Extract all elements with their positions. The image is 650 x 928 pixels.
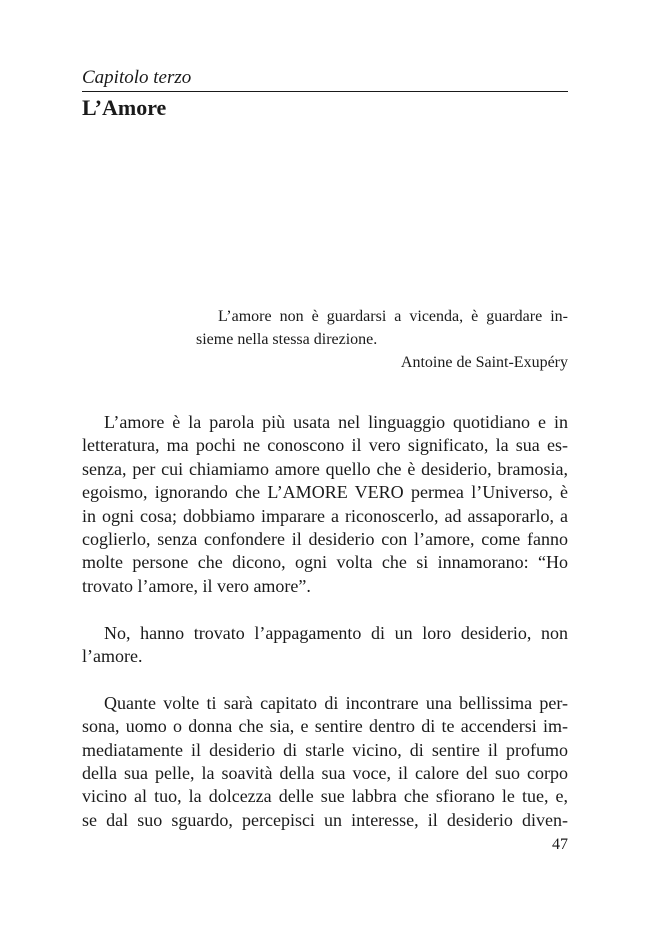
chapter-label: Capitolo terzo [82, 67, 192, 88]
text-line: della sua pelle, la soavità della sua voce, il calore del suo corpo [82, 763, 568, 784]
text-line: se dal suo sguardo, percepisci un interesse, il desiderio diven- [82, 809, 568, 830]
text-line: No, hanno trovato l’appagamento di un loro desiderio, non [104, 622, 568, 643]
text-line: molte persone che dicono, ogni volta che si innamorano: “Ho [82, 552, 568, 573]
text-line: coglierlo, senza confondere il desiderio con l’amore, come fanno [82, 529, 568, 550]
text-line: vicino al tuo, la dolcezza delle sue labbra che sfiorano le tue, e, [82, 786, 568, 807]
text-line: Quante volte ti sarà capitato di incontrare una bellissima per- [104, 692, 568, 713]
epigraph [196, 305, 568, 374]
book-page [82, 0, 568, 928]
text-line: l’amore. [82, 646, 143, 667]
paragraph [82, 411, 568, 598]
text-line: senza, per cui chiamiamo amore quello che è desiderio, bramosia, [82, 458, 568, 479]
text-line: in ogni cosa; dobbiamo imparare a riconoscerlo, ad assaporarlo, a [82, 505, 568, 526]
text-line: egoismo, ignorando che L’AMORE VERO permea l’Universo, è [82, 482, 568, 503]
page-number: 47 [552, 836, 568, 853]
text-line: sona, uomo o donna che sia, e sentire dentro di te accendersi im- [82, 716, 568, 737]
epigraph-line: L’amore non è guardarsi a vicenda, è guardare in- [218, 308, 568, 325]
text-line: trovato l’amore, il vero amore”. [82, 575, 311, 596]
header-rule [82, 91, 568, 92]
epigraph-line: sieme nella stessa direzione. [196, 331, 378, 348]
paragraph [82, 622, 568, 669]
paragraph [82, 692, 568, 832]
body-text [82, 411, 568, 856]
chapter-title: L’Amore [82, 95, 167, 120]
text-line: L’amore è la parola più usata nel linguaggio quotidiano e in [104, 412, 568, 432]
text-line: mediatamente il desiderio di starle vicino, di sentire il profumo [82, 739, 568, 760]
epigraph-author: Antoine de Saint-Exupéry [400, 354, 568, 371]
text-line: letteratura, ma pochi ne conoscono il vero significato, la sua es- [82, 435, 568, 456]
